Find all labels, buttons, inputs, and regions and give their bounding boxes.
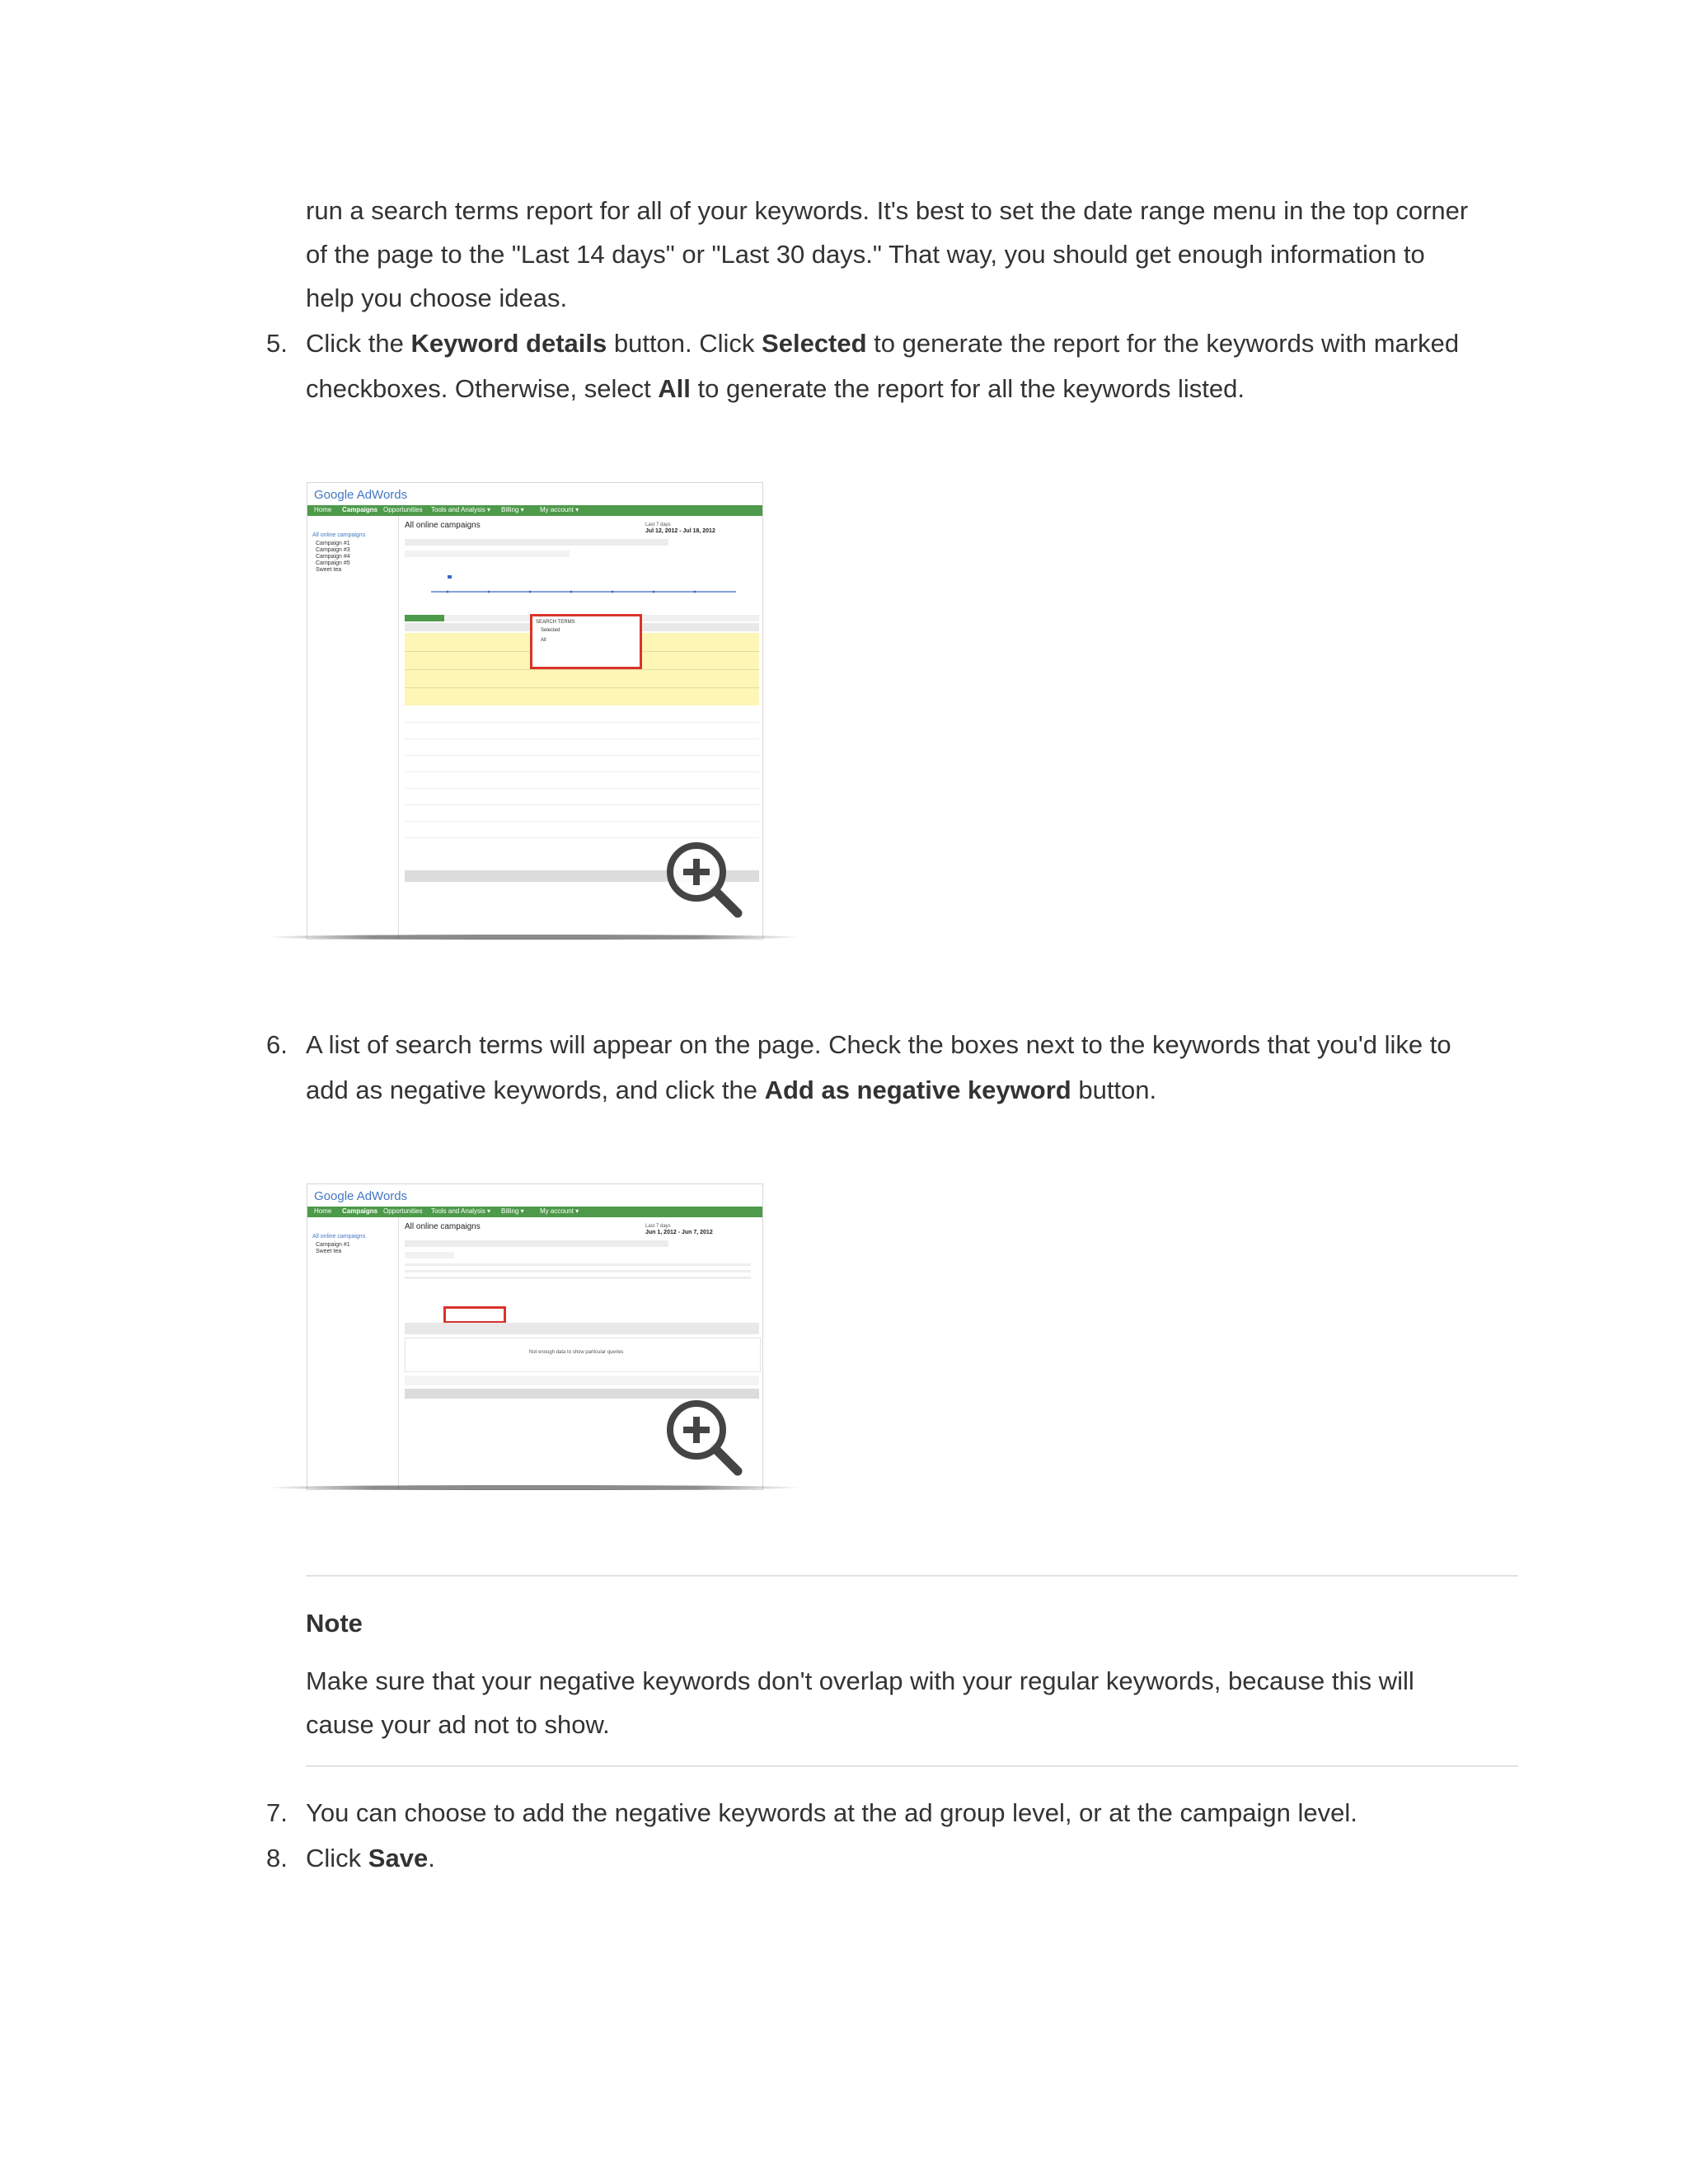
nav-home[interactable]: Home [314,506,332,513]
nav-opportunities[interactable]: Opportunities [383,1207,423,1215]
step-7-text: You can choose to add the negative keywords at the ad group level, or at the campaign level. [306,1798,1357,1827]
step-7-number: 7. [266,1798,288,1827]
sidebar-campaign[interactable]: Campaign #1 [316,1242,350,1248]
nav-billing[interactable]: Billing ▾ [501,506,524,513]
step-8-text: Click Save. [306,1844,435,1872]
nav-my-account[interactable]: My account ▾ [540,506,579,513]
screenshot-shadow [265,1485,803,1490]
step-5-line-1: Click the Keyword details button. Click Selected to generate the report for the keywords with marked [306,329,1460,358]
step-5-line-2: checkboxes. Otherwise, select All to generate the report for all the keywords listed. [306,374,1245,403]
step-6-line-1: A list of search terms will appear on the page. Check the boxes next to the keywords that you'd like to [306,1030,1451,1059]
date-range-label: Last 7 days [645,523,671,527]
add-as-negative-keyword-button[interactable] [443,1306,506,1324]
zoom-in-icon[interactable] [663,1397,743,1476]
adwords-sidebar [307,516,399,939]
step-6-number: 6. [266,1030,288,1059]
campaigns-title: All online campaigns [405,521,481,530]
adwords-sidebar [307,1217,399,1489]
filter-bar[interactable] [405,1252,454,1258]
screenshot-keyword-details[interactable] [307,482,763,940]
sidebar-campaign[interactable]: Campaign #3 [316,547,350,553]
note-bottom-rule [306,1765,1518,1767]
campaigns-title: All online campaigns [405,1222,481,1231]
screenshot-search-terms[interactable] [307,1183,763,1490]
date-range-label: Last 7 days [645,1224,671,1229]
nav-campaigns[interactable]: Campaigns [342,1207,378,1215]
add-as-negative-keyword-label: Add as negative keyword [764,1076,1071,1104]
step-8-number: 8. [266,1844,288,1872]
tab-strip[interactable] [405,1240,668,1247]
add-keywords-button[interactable] [405,615,444,621]
nav-opportunities[interactable]: Opportunities [383,506,423,513]
sidebar-campaign[interactable]: Campaign #1 [316,541,350,546]
sidebar-campaign[interactable]: Sweet tea [316,567,342,573]
intro-line-1: run a search terms report for all of your keywords. It's best to set the date range menu in the top corner [306,196,1469,225]
note-heading: Note [306,1609,363,1638]
intro-line-2: of the page to the "Last 14 days" or "Last 30 days." That way, you should get enough information to [306,240,1425,269]
note-line-2: cause your ad not to show. [306,1710,610,1739]
save-label: Save [368,1844,429,1872]
step-6-line-2: add as negative keywords, and click the Add as negative keyword button. [306,1076,1157,1104]
nav-home[interactable]: Home [314,1207,332,1215]
keyword-details-menu[interactable] [530,614,642,669]
note-line-1: Make sure that your negative keywords don't overlap with your regular keywords, because this will [306,1666,1414,1695]
nav-tools[interactable]: Tools and Analysis ▾ [431,506,491,513]
menu-all[interactable]: All [541,638,546,643]
sidebar-campaign[interactable]: Campaign #5 [316,560,350,566]
adwords-logo: Google AdWords [314,488,408,502]
sidebar-all-campaigns[interactable]: All online campaigns [312,1234,366,1240]
note-top-rule [306,1575,1518,1577]
sidebar-all-campaigns[interactable]: All online campaigns [312,532,366,538]
nav-my-account[interactable]: My account ▾ [540,1207,579,1215]
search-terms-header [405,1323,759,1334]
sidebar-campaign[interactable]: Campaign #4 [316,554,350,560]
all-label: All [658,374,691,403]
screenshot-shadow [265,935,803,940]
date-range-picker[interactable]: Jul 12, 2012 - Jul 18, 2012 [645,528,715,534]
nav-campaigns[interactable]: Campaigns [342,506,378,513]
tab-strip[interactable] [405,539,668,546]
keyword-details-label: Keyword details [410,329,607,358]
filter-bar[interactable] [405,551,570,557]
nav-tools[interactable]: Tools and Analysis ▾ [431,1207,491,1215]
zoom-in-icon[interactable] [663,839,743,918]
nav-billing[interactable]: Billing ▾ [501,1207,524,1215]
date-range-picker[interactable]: Jun 1, 2012 - Jun 7, 2012 [645,1230,713,1235]
other-search-terms-row [405,1376,759,1385]
performance-graph [431,575,736,600]
sidebar-campaign[interactable]: Sweet tea [316,1249,342,1254]
search-terms-empty: Not enough data to show particular queries [405,1338,761,1372]
intro-line-3: help you choose ideas. [306,284,568,312]
menu-selected[interactable]: Selected [541,628,560,633]
selected-label: Selected [762,329,867,358]
adwords-logo: Google AdWords [314,1189,408,1203]
step-5-number: 5. [266,329,288,358]
menu-search-terms: SEARCH TERMS [536,620,575,625]
